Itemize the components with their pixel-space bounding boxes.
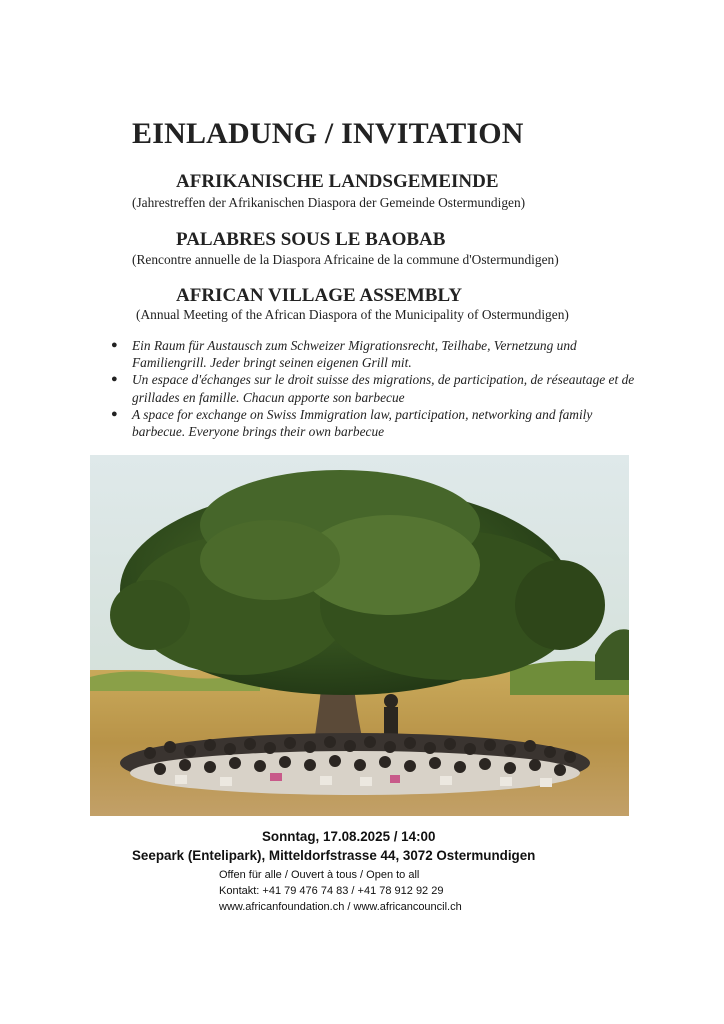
description-list (108, 337, 648, 440)
event-location: Seepark (Entelipark), Mitteldorfstrasse 44, 3072 Ostermundigen (132, 848, 536, 863)
bullet-icon: ● (111, 373, 118, 386)
page-title: EINLADUNG / INVITATION (132, 117, 524, 150)
list-item (108, 337, 648, 371)
section-subtitle-french: (Rencontre annuelle de la Diaspora Africaine de la commune d'Ostermundigen) (132, 252, 559, 267)
section-heading-french: PALABRES SOUS LE BAOBAB (176, 229, 446, 250)
section-subtitle-english: (Annual Meeting of the African Diaspora of the Municipality of Ostermundigen) (136, 307, 569, 322)
bullet-icon: ● (111, 407, 118, 420)
section-heading-english: AFRICAN VILLAGE ASSEMBLY (176, 285, 463, 306)
contact-text: Kontakt: +41 79 476 74 83 / +41 78 912 92 29 (219, 885, 444, 897)
bullet-text-english: A space for exchange on Swiss Immigration law, participation, networking and family barbecue. Everyone brings their own barbecue (132, 406, 593, 440)
list-item (108, 371, 648, 405)
open-to-all-text: Offen für alle / Ouvert à tous / Open to all (219, 869, 420, 881)
section-heading-german: AFRIKANISCHE LANDSGEMEINDE (176, 171, 499, 192)
list-item (108, 406, 648, 440)
bullet-text-german: Ein Raum für Austausch zum Schweizer Migrationsrecht, Teilhabe, Vernetzung und Familiengrill. Jeder bringt seinen eigenen Grill mit. (132, 338, 577, 371)
website-text: www.africanfoundation.ch / www.africancouncil.ch (219, 901, 462, 913)
event-date: Sonntag, 17.08.2025 / 14:00 (262, 829, 436, 844)
bullet-text-french: Un espace d'échanges sur le droit suisse des migrations, de participation, de réseautage et de grillades en famille. Chacun apporte son barbecue (132, 372, 635, 405)
bullet-icon: ● (111, 339, 118, 351)
section-subtitle-german: (Jahrestreffen der Afrikanischen Diaspora der Gemeinde Ostermundigen) (132, 195, 526, 210)
baobab-gathering-photo (90, 455, 629, 816)
